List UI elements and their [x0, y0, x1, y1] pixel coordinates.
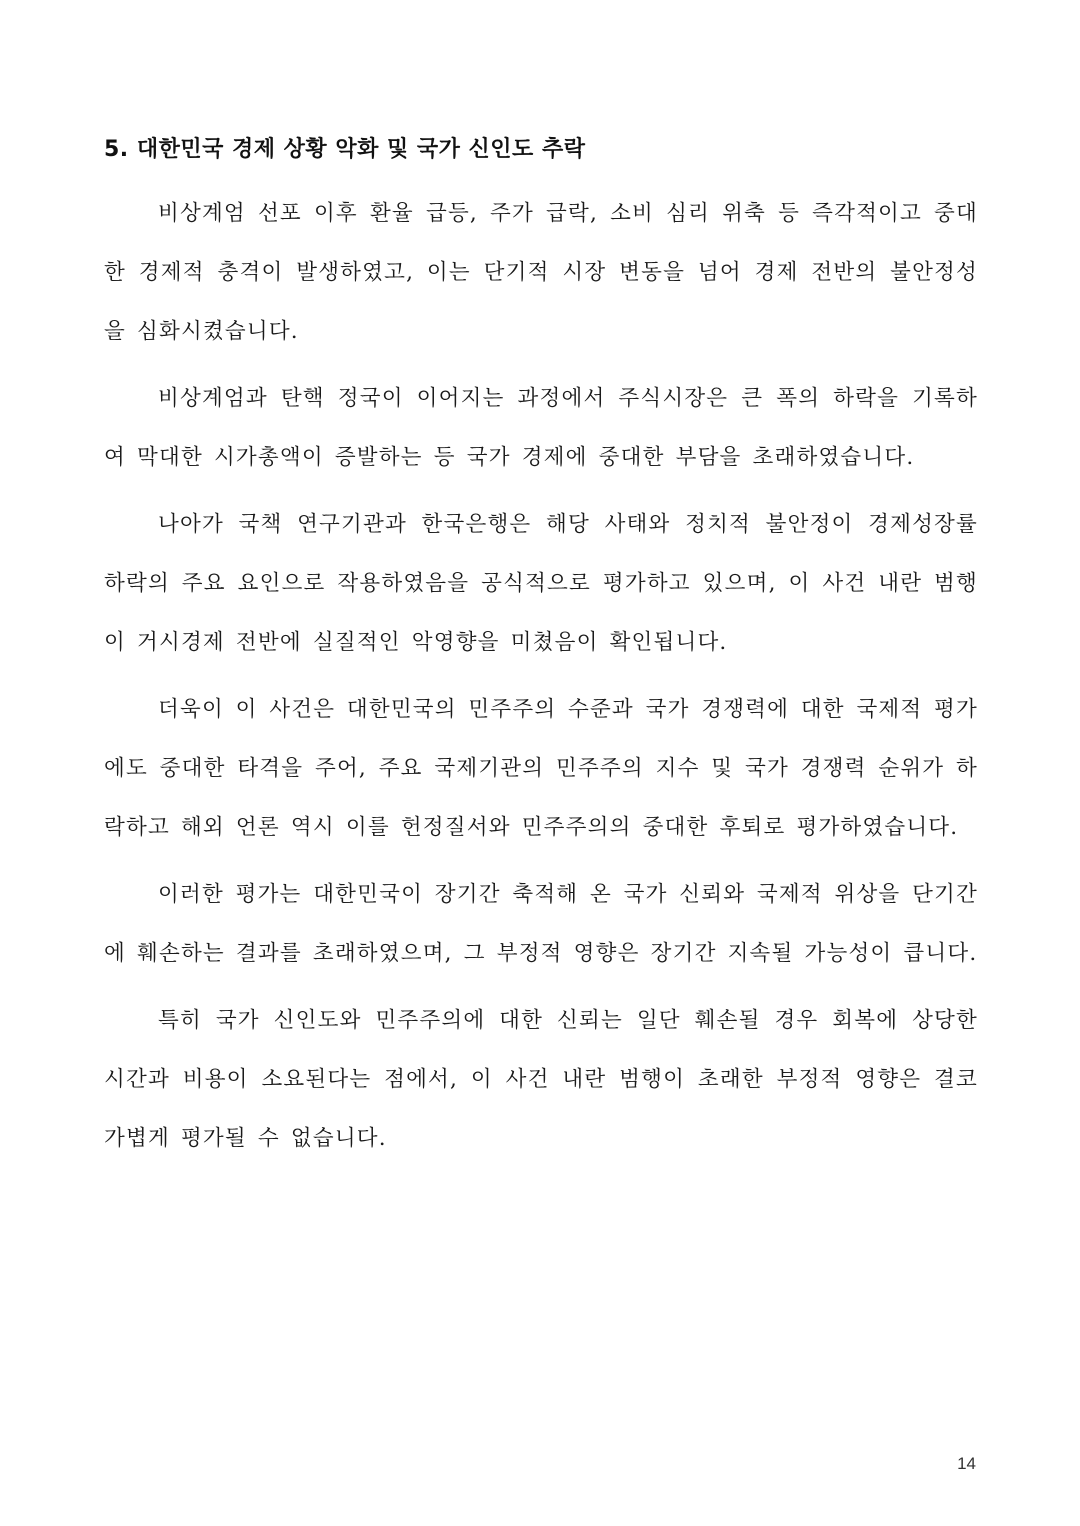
paragraph-6: 특히 국가 신인도와 민주주의에 대한 신뢰는 일단 훼손될 경우 회복에 상당한 시간과 비용이 소요된다는 점에서, 이 사건 내란 범행이 초래한 부정적 영향은 결코 가볍게 평가될 수 없습니다. [104, 1008, 978, 1151]
page-content [104, 130, 978, 1176]
page-number: 14 [957, 1454, 976, 1473]
paragraph-2: 비상계엄과 탄핵 정국이 이어지는 과정에서 주식시장은 큰 폭의 하락을 기록하여 막대한 시가총액이 증발하는 등 국가 경제에 중대한 부담을 초래하였습니다. [104, 386, 978, 470]
paragraph-4: 더욱이 이 사건은 대한민국의 민주주의 수준과 국가 경쟁력에 대한 국제적 평가에도 중대한 타격을 주어, 주요 국제기관의 민주주의 지수 및 국가 경쟁력 순위가 하락하고 해외 언론 역시 이를 헌정질서와 민주주의의 중대한 후퇴로 평가하였습니다. [104, 697, 978, 840]
section-title: 5. 대한민국 경제 상황 악화 및 국가 신인도 추락 [104, 137, 586, 162]
paragraph-1: 비상계엄 선포 이후 환율 급등, 주가 급락, 소비 심리 위축 등 즉각적이고 중대한 경제적 충격이 발생하였고, 이는 단기적 시장 변동을 넘어 경제 전반의 불안정성을 심화시켰습니다. [104, 201, 978, 344]
paragraph-3: 나아가 국책 연구기관과 한국은행은 해당 사태와 정치적 불안정이 경제성장률 하락의 주요 요인으로 작용하였음을 공식적으로 평가하고 있으며, 이 사건 내란 범행이 거시경제 전반에 실질적인 악영향을 미쳤음이 확인됩니다. [104, 512, 978, 655]
paragraph-5: 이러한 평가는 대한민국이 장기간 축적해 온 국가 신뢰와 국제적 위상을 단기간에 훼손하는 결과를 초래하였으며, 그 부정적 영향은 장기간 지속될 가능성이 큽니다. [104, 882, 978, 966]
